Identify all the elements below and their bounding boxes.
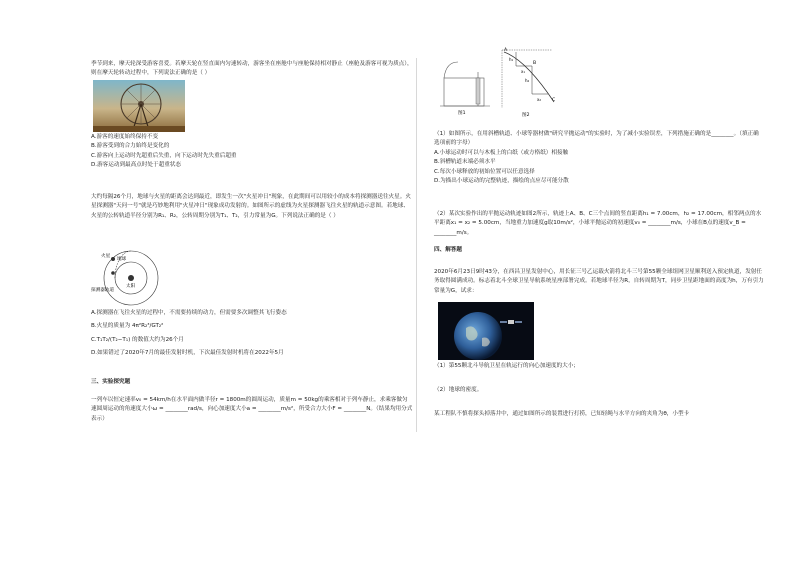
- column-divider: [416, 58, 417, 432]
- mars-option-c: C.T₁T₂/(T₂−T₁) 的数值大约为26个月: [91, 336, 184, 343]
- mars-orbit-diagram: [91, 247, 171, 309]
- point-a: A: [504, 48, 508, 53]
- experiment-part-2: （2）某次实验作出的平抛运动轨迹如图2所示，轨迹上A、B、C三个点间的竖直距离h₁ = 7.00cm，h₂ = 17.00cm，相邻两点的水平距离x₁ = x₂ = 5.00cm，当地重力加速度g取10m/s²，小球平抛运动的初速度v₀ = ________m/s，小球在B点的速度v_B = ________m/s。: [434, 211, 762, 236]
- sun-label: 太阳: [126, 284, 136, 289]
- experiment-option-c: C.每次小球释放的初始位置可以任意选择: [434, 168, 535, 175]
- ferris-option-a: A.游客的速度始终保持不变: [91, 134, 159, 140]
- earth-satellite-photo: [438, 302, 534, 360]
- satellite-part-2: （2）地球的密度。: [434, 387, 483, 393]
- orbit-label: 探测器轨道: [91, 288, 114, 293]
- experiment-option-a: A.小球运动时可以与木板上的白纸（或方格纸）相接触: [434, 149, 569, 156]
- ferris-wheel-photo: [93, 80, 185, 132]
- ferris-option-d: D.游客运动到最高点时处于超重状态: [91, 162, 181, 169]
- experiment-option-d: D.为描出小球运动的完整轨迹，描绘的点应尽可能分散: [434, 178, 569, 185]
- train-question: 一列车以恒定速率v₀ = 54km/h在水平面内做半径r = 1800m的圆周运动，质量m = 50kg的乘客相对于列车静止，求乘客做匀速圆周运动的角速度大小ω = ________rad/s，向心加速度大小a = ________m/s²，所受合力大小F = ________N。（结果均用分式表示）: [91, 397, 413, 422]
- section-3-heading: 三、实验探究题: [91, 379, 131, 385]
- fig2-caption: 图2: [522, 113, 530, 118]
- seg-x1: x₁: [521, 69, 525, 74]
- trajectory-figure-2: [492, 46, 566, 118]
- ferris-question-stem: 季节到来，摩天轮深受游客喜爱。若摩天轮在竖直面内匀速转动，游客坐在座舱中与座舱保持相对静止（座舱及游客可视为质点），则在摩天轮转动过程中，下列说法正确的是（ ）: [91, 61, 413, 77]
- ferris-option-b: B.游客受到的合力始终是变化的: [91, 143, 170, 150]
- ferris-option-c: C.游客向上运动时先超重后失重，向下运动时先失重后超重: [91, 152, 237, 159]
- mars-option-a: A.探测器在飞往火星的过程中，不需要持续的动力，但需要多次调整其飞行姿态: [91, 310, 287, 316]
- seg-x2: x₂: [537, 97, 541, 102]
- satellite-question-stem: 2020年6月23日9时43分，在西昌卫星发射中心，用长征三号乙运载火箭将北斗三号第55颗全球组网卫星顺利送入预定轨道，发射任务取得圆满成功。标志着北斗全球卫星导航系统星座部署完成。若地球半径为R，自转周期为T，同步卫星距地面的高度为h，万有引力常量为G，试求：: [434, 269, 764, 294]
- earth-label: 地球: [117, 257, 127, 262]
- seg-h1: h₁: [509, 57, 514, 62]
- mars-option-b: B.火星的质量为 4π²R₂³/GT₂²: [91, 323, 164, 330]
- satellite-part-1: （1）第55颗北斗导航卫星在轨运行的向心加速度的大小；: [434, 363, 579, 369]
- mars-question-stem: 大约每隔26个月，地球与火星的距离会达到最近，即发生一次"火星冲日"现象，在此期间可以用较小的成本将探测器送往火星。火星探测器"天问一号"就是巧妙地利用"火星冲日"现象成功发射的。如图所示的虚线为火星探测器飞往火星的轨道示意图。若地球、火星的公转轨道半径分别为R₁、R₂，公转周期分别为T₁、T₂，引力常量为G。下列说法正确的是（ ）: [91, 194, 411, 219]
- experiment-stem: （1）如图所示，在用斜槽轨道、小球等器材做"研究平抛运动"的实验时，为了减小实验误差，下列措施正确的是________。（填正确选项前的字母）: [434, 131, 759, 147]
- rescue-question-stem: 某工程队不慎将探头掉落井中，通过如图所示的装置进行打捞，已知轻绳与水平方向的夹角为θ，小型卡: [434, 411, 690, 417]
- mars-option-d: D.如果错过了2020年7月的最佳发射时机，下次最佳发射时机将在2022年5月: [91, 350, 284, 357]
- section-4-heading: 四、解答题: [434, 247, 462, 253]
- experiment-figure-1: [438, 52, 494, 116]
- experiment-option-b: B.斜槽轨道末端必须水平: [434, 159, 496, 166]
- mars-label: 火星: [101, 254, 111, 259]
- seg-h2: h₂: [525, 78, 530, 83]
- fig1-caption: 图1: [458, 111, 466, 116]
- point-b: B: [533, 61, 537, 66]
- point-c: C: [552, 98, 556, 103]
